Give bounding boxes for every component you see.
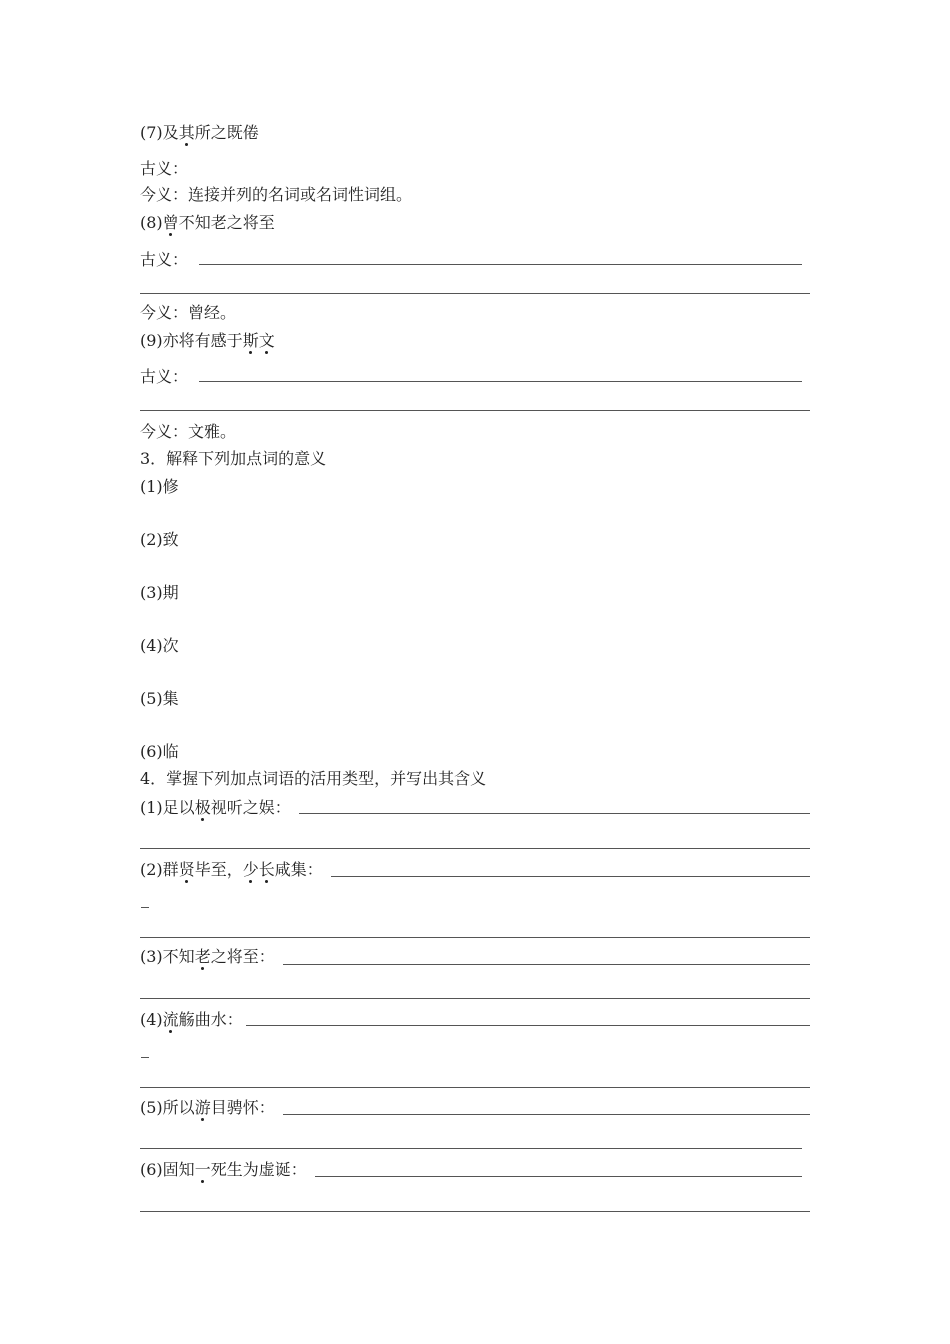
dotted-char: 一 <box>194 1160 211 1179</box>
dotted-char: 少 <box>242 860 259 879</box>
dotted-char: 斯 <box>242 331 259 350</box>
dotted-char: 极 <box>194 798 211 817</box>
item8-jin: 今义：曾经。 <box>140 303 237 322</box>
q4-prompt: (4)流觞曲水： <box>140 1010 243 1029</box>
list-item: (5)集 <box>140 689 179 708</box>
answer-line[interactable] <box>140 1148 802 1149</box>
q3-prompt: (3)不知老之将至： <box>140 947 275 966</box>
list-item: (3)期 <box>140 583 179 602</box>
item9-jin: 今义：文雅。 <box>140 422 237 441</box>
item9-gu-label: 古义： <box>140 367 189 386</box>
answer-line[interactable] <box>140 848 810 849</box>
answer-line[interactable] <box>140 1087 810 1088</box>
answer-line[interactable] <box>140 293 810 294</box>
item7-jin: 今义：连接并列的名词或名词性词组。 <box>140 185 413 204</box>
dotted-char: 其 <box>178 123 195 142</box>
dotted-char: 曾 <box>162 213 179 232</box>
answer-line[interactable] <box>140 1211 810 1212</box>
item8-prompt: (8)曾不知老之将至 <box>140 213 275 232</box>
line-dash <box>141 907 149 908</box>
line-dash <box>141 1057 149 1058</box>
answer-line[interactable] <box>199 264 802 265</box>
item7-gu-label: 古义： <box>140 159 189 178</box>
q2-prompt: (2)群贤毕至，少长咸集： <box>140 860 323 879</box>
dotted-char: 贤 <box>178 860 195 879</box>
q1-prompt: (1)足以极视听之娱： <box>140 798 291 817</box>
dotted-char: 老 <box>194 947 211 966</box>
q6-prompt: (6)固知一死生为虚诞： <box>140 1160 307 1179</box>
dotted-char: 游 <box>194 1098 211 1117</box>
list-item: (1)修 <box>140 477 179 496</box>
answer-line[interactable] <box>283 964 810 965</box>
answer-line[interactable] <box>199 381 802 382</box>
dotted-char: 长 <box>258 860 275 879</box>
answer-line[interactable] <box>140 410 810 411</box>
section4-heading: 4．掌握下列加点词语的活用类型，并写出其含义 <box>140 769 487 788</box>
list-item: (6)临 <box>140 742 179 761</box>
answer-line[interactable] <box>331 876 810 877</box>
answer-line[interactable] <box>140 937 810 938</box>
q5-prompt: (5)所以游目骋怀： <box>140 1098 275 1117</box>
answer-line[interactable] <box>315 1176 802 1177</box>
answer-line[interactable] <box>283 1114 810 1115</box>
answer-line[interactable] <box>140 998 810 999</box>
answer-line[interactable] <box>299 813 810 814</box>
answer-line[interactable] <box>246 1025 810 1026</box>
section3-heading: 3．解释下列加点词的意义 <box>140 449 327 468</box>
list-item: (2)致 <box>140 530 179 549</box>
dotted-char: 文 <box>258 331 275 350</box>
item9-prompt: (9)亦将有感于斯文 <box>140 331 275 350</box>
list-item: (4)次 <box>140 636 179 655</box>
item7-prompt: (7)及其所之既倦 <box>140 123 259 142</box>
item8-gu-label: 古义： <box>140 250 189 269</box>
dotted-char: 流 <box>162 1010 179 1029</box>
